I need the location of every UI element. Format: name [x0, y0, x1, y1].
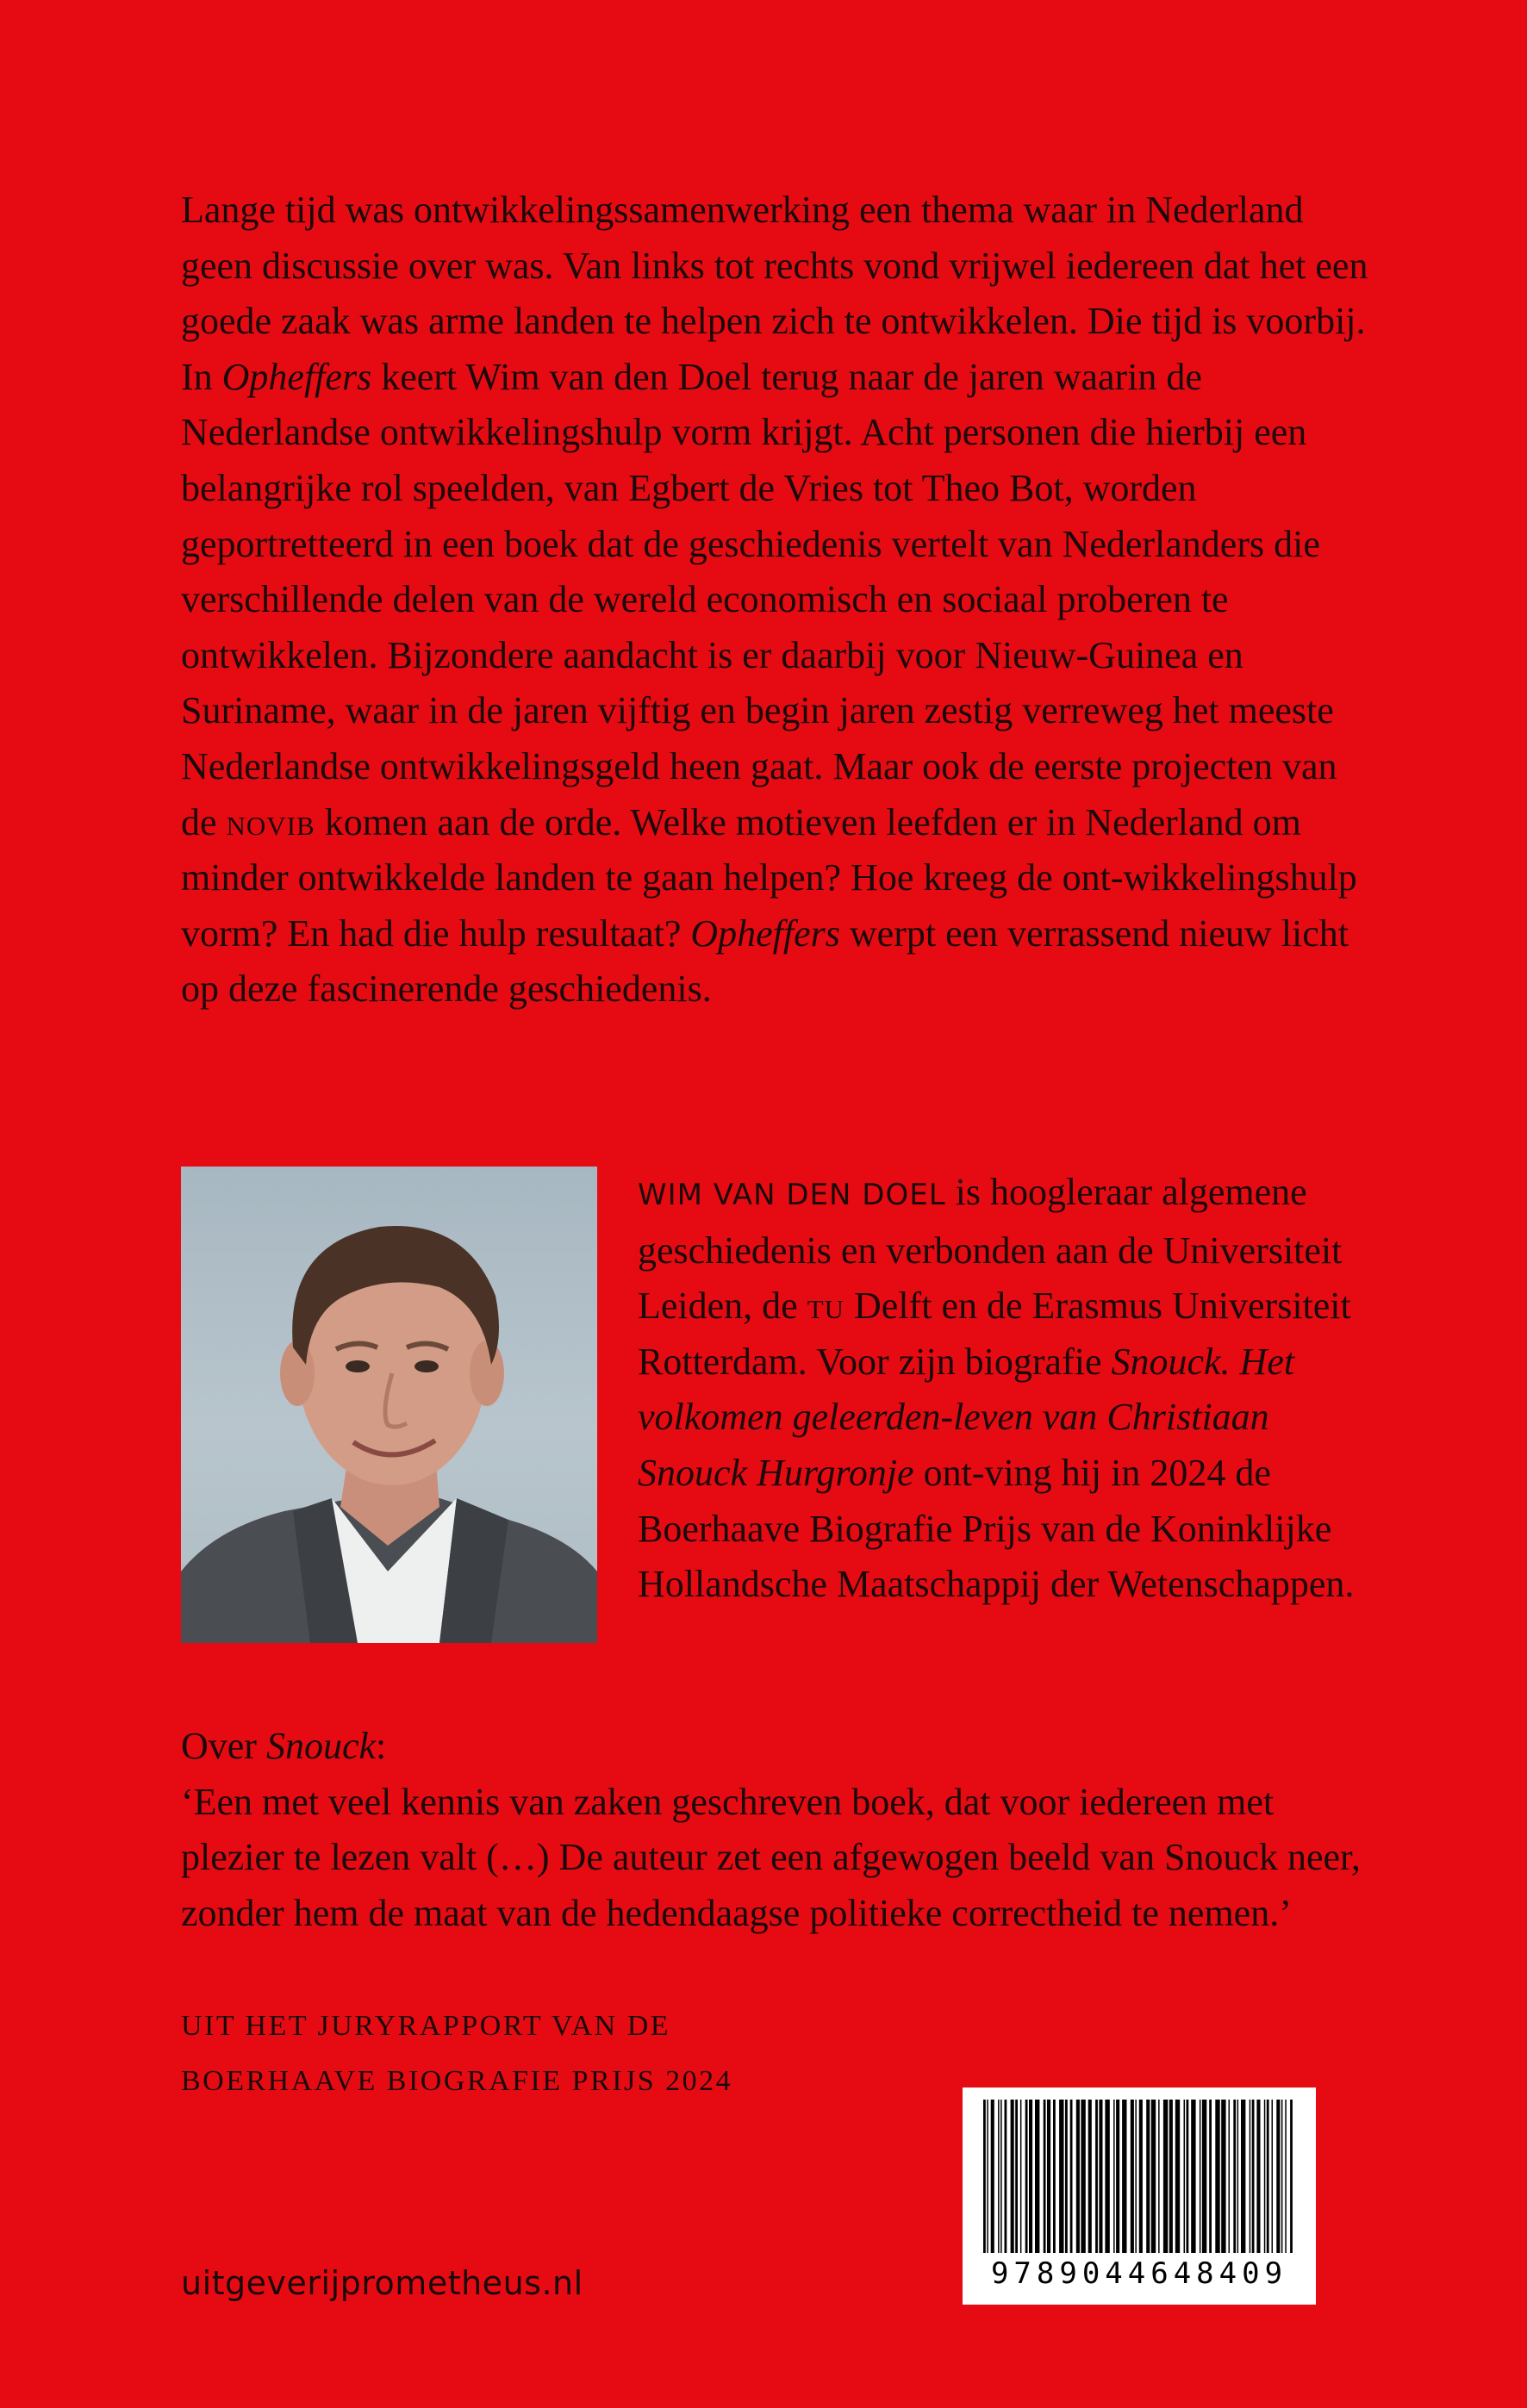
barcode-bar [1029, 2100, 1032, 2253]
book-title-1: Opheffers [221, 355, 372, 398]
barcode-bar [1076, 2100, 1080, 2253]
barcode-bar [1233, 2100, 1236, 2253]
blurb-text-2: keert Wim van den Doel terug naar de jaren waarin de Nederlandse ontwikkelingshulp vorm krijgt. Acht personen die hierbij een belangrijke rol speelden, van Egbert de Vries tot Theo Bot, worden geportretteerd in een boek dat de geschiedenis vertelt van Nederlanders die verschillende delen van de wereld economisch en sociaal proberen te ontwikkelen. Bijzondere aandacht is er daarbij voor Nieuw-Guinea en Suriname, waar in de jaren vijftig en begin jaren zestig verreweg het meeste Nederlandse ontwikkelingsgeld heen gaat. Maar ook de eerste projecten van de [181, 355, 1337, 843]
barcode-bar [1290, 2100, 1293, 2253]
book-blurb [181, 183, 1370, 1017]
barcode-bar [1264, 2100, 1266, 2253]
barcode-bar [1095, 2100, 1098, 2253]
novib-acronym: novib [226, 800, 315, 843]
barcode-bar [987, 2100, 988, 2253]
barcode-bar [1169, 2100, 1173, 2253]
barcode-bar [1215, 2100, 1219, 2253]
barcode-bar [1163, 2100, 1168, 2253]
barcode-bar [1070, 2100, 1073, 2253]
bio-text-3: ont-ving hij in 2024 de Boerhaave Biografie Prijs van de Koninklijke Hollandsche Maatschappij der Wetenschappen. [638, 1451, 1355, 1606]
barcode-bar [1035, 2100, 1039, 2253]
barcode-bar [1276, 2100, 1280, 2253]
barcode-bar [1209, 2100, 1212, 2253]
barcode-bar [1250, 2100, 1251, 2253]
barcode-bars [982, 2100, 1297, 2253]
barcode-bar [998, 2100, 1000, 2253]
barcode-bar [1146, 2100, 1150, 2253]
barcode-bar [1011, 2100, 1014, 2253]
barcode-bar [1044, 2100, 1046, 2253]
barcode-bar [1105, 2100, 1109, 2253]
barcode-bar [1158, 2100, 1160, 2253]
barcode-bar [1241, 2100, 1245, 2253]
barcode-bar [1088, 2100, 1092, 2253]
barcode-bar [1135, 2100, 1137, 2253]
quote-text: ‘Een met veel kennis van zaken geschreven boek, dat voor iedereen met plezier te lezen valt (…) De auteur zet een afgewogen beeld van Snouck neer, zonder hem de maat van de hedendaagse politieke correctheid te nemen.’ [181, 1780, 1361, 1934]
barcode-bar [1267, 2100, 1269, 2253]
author-portrait-illustration [181, 1167, 597, 1643]
quote-source [181, 1999, 957, 2109]
bio-book-title: Snouck. Het volkomen geleerden-leven van Christiaan Snouck Hurgronje [638, 1340, 1295, 1494]
blurb-text-1: Lange tijd was ontwikkelingssamenwerking een thema waar in Nederland geen discussie over was. Van links tot rechts vond vrijwel iedereen dat het een goede zaak was arme landen te helpen zich te ontwikkelen. Die tijd is voorbij. In [181, 189, 1368, 398]
barcode-bar [1175, 2100, 1180, 2253]
barcode-bar [1015, 2100, 1018, 2253]
barcode-bar [1065, 2100, 1068, 2253]
barcode-bar [1005, 2100, 1007, 2253]
barcode-bar [983, 2100, 986, 2253]
blurb-text-4: werpt een verrassend nieuw licht op deze fascinerende geschiedenis. [181, 912, 1349, 1011]
barcode-bar [991, 2100, 994, 2253]
barcode-bar [1256, 2100, 1260, 2253]
barcode-bar [1113, 2100, 1115, 2253]
barcode-bar [1272, 2100, 1274, 2253]
publisher-website[interactable]: uitgeverijprometheus.nl [181, 2264, 583, 2302]
barcode-bar [1184, 2100, 1186, 2253]
barcode-bar [1099, 2100, 1102, 2253]
barcode-bar [1131, 2100, 1134, 2253]
author-name: WIM VAN DEN DOEL [638, 1178, 946, 1212]
barcode-bar [1200, 2100, 1201, 2253]
review-quote [181, 1719, 1370, 1941]
barcode-bar [1047, 2100, 1050, 2253]
quote-source-line-2: BOERHAAVE BIOGRAFIE PRIJS 2024 [181, 2065, 733, 2097]
bio-text-2: Delft en de Erasmus Universiteit Rotterdam. Voor zijn biografie [638, 1285, 1351, 1383]
barcode-bar [1252, 2100, 1255, 2253]
barcode-bar [1281, 2100, 1283, 2253]
barcode-bar [1000, 2100, 1002, 2253]
barcode-bar [1053, 2100, 1056, 2253]
barcode-bar [1020, 2100, 1022, 2253]
author-photo [181, 1167, 597, 1643]
barcode [963, 2088, 1316, 2305]
bio-text-1: is hoogleraar algemene geschiedenis en verbonden aan de Universiteit Leiden, de [638, 1171, 1343, 1328]
isbn-number: 9789044648409 [990, 2256, 1288, 2291]
quote-source-line-1: UIT HET JURYRAPPORT VAN DE [181, 2010, 671, 2042]
barcode-bar [1151, 2100, 1156, 2253]
barcode-bar [1285, 2100, 1287, 2253]
barcode-bar [1122, 2100, 1126, 2253]
barcode-bar [1221, 2100, 1225, 2253]
blurb-text-3: komen aan de orde. Welke motieven leefden er in Nederland om minder ontwikkelde landen te gaan helpen? Hoe kreeg de ont-wikkelingshulp vorm? En had die hulp resultaat? [181, 800, 1357, 955]
barcode-bar [1139, 2100, 1143, 2253]
author-bio [638, 1165, 1379, 1613]
barcode-bar [1229, 2100, 1231, 2253]
barcode-bar [1237, 2100, 1239, 2253]
book-title-2: Opheffers [690, 912, 840, 955]
barcode-bar [1081, 2100, 1085, 2253]
barcode-bar [1059, 2100, 1063, 2253]
barcode-bar [1191, 2100, 1195, 2253]
barcode-bar [1025, 2100, 1028, 2253]
barcode-bar [1202, 2100, 1206, 2253]
quote-over: Over [181, 1725, 266, 1767]
barcode-bar [1116, 2100, 1119, 2253]
barcode-bar [1187, 2100, 1189, 2253]
quote-book-title: Snouck [265, 1725, 377, 1767]
quote-colon: : [376, 1725, 387, 1767]
tu-acronym: tu [807, 1285, 845, 1328]
